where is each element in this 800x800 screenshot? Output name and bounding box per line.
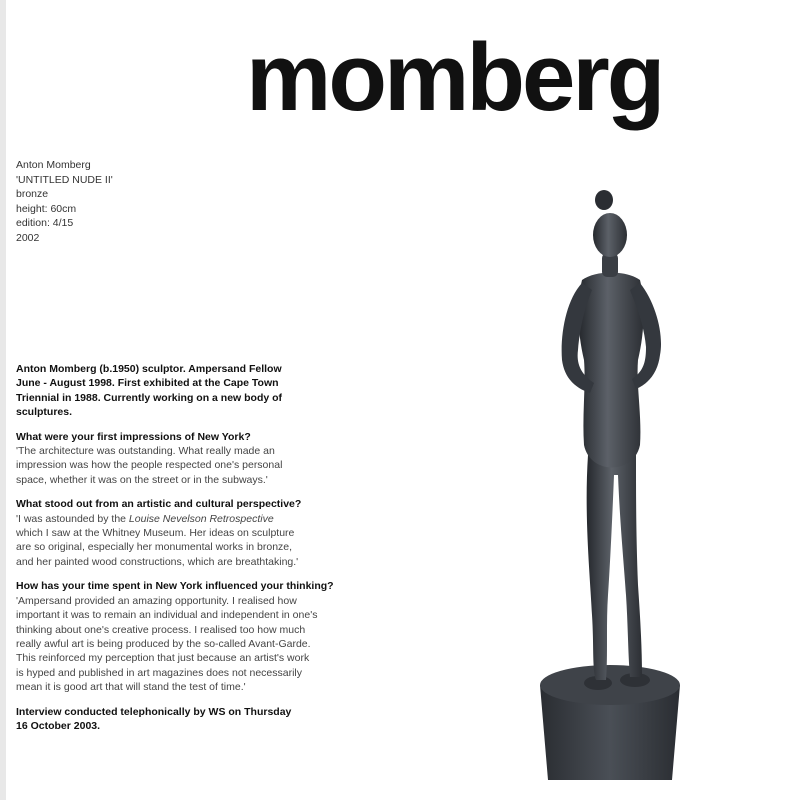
answer-line: is hyped and published in art magazines does not necessarily [16, 666, 303, 679]
exhibition-title: Louise Nevelson Retrospective [128, 512, 274, 525]
answer-line: important it was to remain an individual and independent in one's [16, 609, 318, 622]
caption-height: height: 60cm [16, 202, 77, 215]
page-title: momberg [246, 24, 663, 131]
sculpture-head [593, 213, 627, 257]
caption-medium: bronze [16, 188, 49, 200]
intro-line: June - August 1998. First exhibited at the Cape Town [16, 377, 279, 390]
question: How has your time spent in New York influenced your thinking? [16, 580, 334, 593]
closing-note [16, 705, 336, 734]
interview-article [16, 362, 336, 743]
answer-line: 'Ampersand provided an amazing opportunity. I realised how [16, 594, 297, 607]
answer-line: and her painted wood constructions, which are breathtaking.' [16, 555, 299, 568]
page-edge [0, 0, 6, 800]
qa-block [16, 497, 336, 569]
caption-year: 2002 [16, 231, 40, 244]
sculpture-legs [587, 455, 642, 680]
answer-line: thinking about one's creative process. I realised too how much [16, 623, 306, 636]
sculpture-hair-bun [595, 190, 613, 210]
answer-line: 'The architecture was outstanding. What really made an [16, 445, 275, 458]
answer-line: really awful art is being produced by the so-called Avant-Garde. [16, 637, 311, 650]
answer-line: space, whether it was on the street or in the subways.' [16, 473, 268, 486]
question: What were your first impressions of New York? [16, 430, 251, 443]
bronze-sculpture-image [500, 175, 720, 785]
caption-edition: edition: 4/15 [16, 217, 74, 229]
answer-line: This reinforced my perception that just because an artist's work [16, 652, 310, 665]
closing-line: Interview conducted telephonically by WS on Thursday [16, 705, 292, 718]
answer-line [16, 512, 336, 526]
intro-line: Anton Momberg (b.1950) sculptor. Ampersand Fellow [16, 363, 282, 375]
qa-block [16, 430, 336, 488]
intro-paragraph [16, 362, 336, 420]
caption-work: 'UNTITLED NUDE II' [16, 173, 113, 186]
answer-line: are so original, especially her monumental works in bronze, [16, 541, 293, 554]
answer-line: mean it is good art that will stand the test of time.' [16, 681, 246, 694]
caption-artist: Anton Momberg [16, 159, 91, 171]
closing-line: 16 October 2003. [16, 719, 101, 732]
artwork-caption [16, 158, 113, 245]
question: What stood out from an artistic and cultural perspective? [16, 498, 302, 511]
answer-line: which I saw at the Whitney Museum. Her ideas on sculpture [16, 527, 295, 540]
intro-line: Triennial in 1988. Currently working on a new body of [16, 391, 283, 404]
qa-block [16, 579, 336, 694]
answer-prefix: 'I was astounded by the [16, 512, 129, 525]
answer-line: impression was how the people respected one's personal [16, 459, 283, 472]
sculpture-torso [578, 273, 643, 468]
intro-line: sculptures. [16, 406, 73, 419]
